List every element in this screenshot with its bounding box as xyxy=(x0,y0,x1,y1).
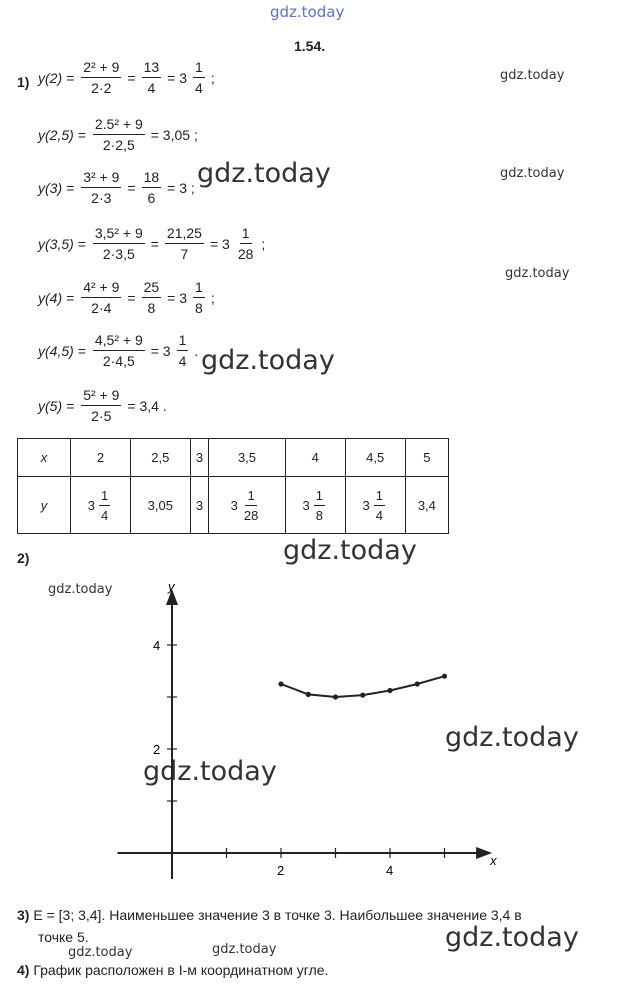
table-cell: 3 xyxy=(190,477,209,534)
calc-row-1: y(2) = $\frac{\text{2² + 9}}{2\cdot 2}$ = $\frac{13}{4}$ = 3 $\frac{1}{4}$ ; xyxy=(38,59,215,96)
graph xyxy=(0,570,622,890)
watermark: gdz.today xyxy=(197,158,331,189)
fraction: $\frac{\text{3,5² + 9}}{2\cdot 3,5}$ xyxy=(94,225,143,262)
table-header-x: x xyxy=(18,439,71,477)
fraction: $\frac{25}{8}$ xyxy=(143,279,160,316)
part1-number: 1) xyxy=(17,74,30,90)
ticks xyxy=(167,645,445,858)
table-cell: 2 xyxy=(71,439,131,477)
table-row-x xyxy=(18,439,449,477)
x-tick-label: 2 xyxy=(277,863,285,878)
fraction: $\frac{\text{3² + 9}}{2\cdot 3}$ xyxy=(83,169,120,206)
data-points xyxy=(278,674,447,700)
data-point xyxy=(333,694,338,699)
part4-text: График расположен в I-м координатном угле. xyxy=(33,962,329,978)
problem-number: 1.54. xyxy=(294,38,326,54)
y-tick-label: 4 xyxy=(153,638,161,653)
table-cell: 5 xyxy=(405,439,448,477)
fraction: $\frac{21,25}{7}$ xyxy=(166,225,202,262)
data-point xyxy=(360,693,365,698)
part3-text-cont: точке 5. xyxy=(38,929,89,945)
x-tick-label: 4 xyxy=(386,863,394,878)
calc-row-6: y(4,5) = $\frac{\text{4,5² + 9}}{2\cdot 4,5}$ = 3 $\frac{1}{4}$ . xyxy=(38,332,199,369)
table-cell: 3 $\frac{1}{8}$ xyxy=(285,477,345,534)
lhs: y(2) = xyxy=(38,69,75,86)
watermark: gdz.today xyxy=(201,345,335,376)
watermark: gdz.today xyxy=(500,166,565,181)
watermark: gdz.today xyxy=(445,722,579,753)
calc-row-7: y(5) = $\frac{\text{5² + 9}}{2\cdot 5}$ = 3,4 . xyxy=(38,387,167,424)
watermark: gdz.today xyxy=(500,68,565,83)
table-cell: 3 $\frac{1}{4}$ xyxy=(345,477,405,534)
calc-row-5: y(4) = $\frac{\text{4² + 9}}{2\cdot 4}$ = $\frac{25}{8}$ = 3 $\frac{1}{8}$ ; xyxy=(38,279,215,316)
axes xyxy=(118,589,493,879)
values-table xyxy=(17,438,449,534)
fraction: $\frac{\text{2² + 9}}{2\cdot 2}$ xyxy=(83,59,120,96)
part3-line xyxy=(17,907,522,923)
data-point xyxy=(442,674,447,679)
calc-row-3: y(3) = $\frac{\text{3² + 9}}{2\cdot 3}$ = $\frac{18}{6}$ = 3 ; xyxy=(38,169,195,206)
watermark: gdz.today xyxy=(212,942,277,957)
y-tick-label: 2 xyxy=(153,742,161,757)
table-cell: 3,4 xyxy=(405,477,448,534)
fraction: $\frac{18}{6}$ xyxy=(143,169,160,206)
fraction: $\frac{13}{4}$ xyxy=(143,59,160,96)
watermark: gdz.today xyxy=(68,945,133,960)
part4-line xyxy=(17,962,328,978)
data-point xyxy=(415,681,420,686)
part3-text: E = [3; 3,4]. Наименьшее значение 3 в точке 3. Наибольшее значение 3,4 в xyxy=(33,907,522,923)
fraction: $\frac{1}{8}$ xyxy=(195,279,203,316)
fraction: $\frac{1}{4}$ xyxy=(178,332,187,369)
table-cell: 3 xyxy=(190,439,209,477)
watermark: gdz.today xyxy=(48,582,113,597)
table-header-y: y xyxy=(18,477,71,534)
calc-row-2: y(2,5) = $\frac{\text{2.5² + 9}}{2\cdot 2,5}$ = 3,05 ; xyxy=(38,116,198,153)
watermark-top: gdz.today xyxy=(270,3,345,21)
data-point xyxy=(278,681,283,686)
fraction: $\frac{1}{4}$ xyxy=(195,59,203,96)
table-cell: 3,05 xyxy=(131,477,191,534)
part4-number: 4) xyxy=(17,962,30,978)
fraction: $\frac{\text{2.5² + 9}}{2\cdot 2,5}$ xyxy=(94,116,143,153)
watermark: gdz.today xyxy=(445,922,579,953)
watermark: gdz.today xyxy=(505,266,570,281)
fraction: $\frac{1}{28}$ xyxy=(237,225,254,262)
x-axis-label: x xyxy=(490,853,497,868)
table-cell: 4,5 xyxy=(345,439,405,477)
fraction: $\frac{\text{4² + 9}}{2\cdot 4}$ xyxy=(83,279,120,316)
watermark: gdz.today xyxy=(143,756,277,787)
table-cell: 3 $\frac{1}{4}$ xyxy=(71,477,131,534)
data-point xyxy=(306,692,311,697)
table-cell: 3,5 xyxy=(209,439,285,477)
table-cell: 2,5 xyxy=(131,439,191,477)
table-cell: 4 xyxy=(285,439,345,477)
fraction: $\frac{\text{5² + 9}}{2\cdot 5}$ xyxy=(83,387,120,424)
part3-number: 3) xyxy=(17,907,30,923)
part2-number: 2) xyxy=(17,550,30,566)
table-cell: 3 $\frac{1}{28}$ xyxy=(209,477,285,534)
watermark: gdz.today xyxy=(283,535,417,566)
y-axis-label: y xyxy=(168,579,175,594)
data-point xyxy=(387,688,392,693)
fraction: $\frac{\text{4,5² + 9}}{2\cdot 4,5}$ xyxy=(94,332,143,369)
table-row-y xyxy=(18,477,449,534)
calc-row-4: y(3,5) = $\frac{\text{3,5² + 9}}{2\cdot 3,5}$ = $\frac{21,25}{7}$ = 3 $\frac{1}{28}$ ; xyxy=(38,225,266,262)
